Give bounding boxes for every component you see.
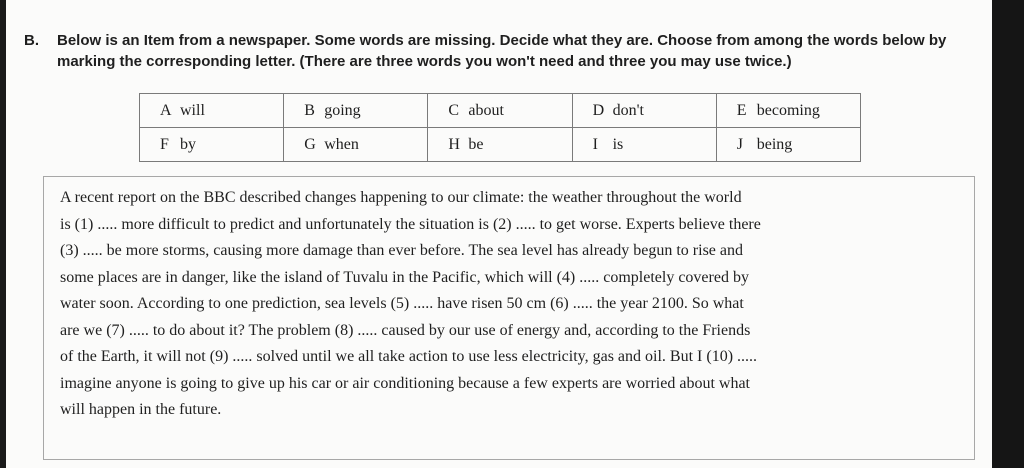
passage-line: of the Earth, it will not (9) ..... solved until we all take action to use less electricity, gas and oil. But I (10) ..... [60,348,758,365]
task-number: B. [24,32,39,49]
word-choice-cell [572,94,716,128]
word-choice-row [140,94,861,128]
word-choice-cell [284,94,428,128]
word-choice-cell [140,94,284,128]
choice-letter: I [592,135,598,153]
choice-letter: A [160,101,172,119]
choice-letter: H [448,135,460,153]
passage-line: (3) ..... be more storms, causing more damage than ever before. The sea level has already begun to rise and [60,242,744,259]
choice-letter: C [448,101,460,119]
passage-line: are we (7) ..... to do about it? The problem (8) ..... caused by our use of energy and, according to the Friends [60,321,751,339]
choice-word: don't [612,101,644,119]
word-choice-table [139,93,861,162]
task-instruction-text: Below is an Item from a newspaper. Some words are missing. Decide what they are. Choose from among the words below by marking the corresponding letter. (There are three words you won't need and three you may use twice.) [57,32,947,70]
choice-word: by [180,135,196,153]
choice-letter: J [736,135,743,153]
choice-word: be [468,135,484,153]
passage-text [60,185,960,424]
passage-line: some places are in danger, like the island of Tuvalu in the Pacific, which will (4) ..... completely covered by [60,268,749,286]
choice-word: being [756,135,793,153]
passage-line: water soon. According to one prediction, sea levels (5) ..... have risen 50 cm (6) ..... the year 2100. So what [60,295,744,312]
word-choice-cell [140,128,284,162]
choice-word: when [324,135,359,153]
passage-line: is (1) ..... more difficult to predict and unfortunately the situation is (2) ..... to get worse. Experts believe there [60,215,761,233]
choice-word: going [324,101,361,119]
word-choice-cell [572,128,716,162]
passage-box [43,176,975,460]
choice-word: will [180,101,205,119]
passage-line: A recent report on the BBC described changes happening to our climate: the weather throughout the world [60,189,742,206]
choice-word: becoming [756,101,820,119]
choice-word: about [468,101,504,119]
word-choice-row [140,128,861,162]
passage-line: imagine anyone is going to give up his car or air conditioning because a few experts are worried about what [60,374,750,392]
photo-right-edge [992,0,1024,468]
photo-left-edge [0,0,6,468]
choice-letter: F [160,135,169,153]
choice-word: is [612,135,624,153]
word-choice-cell [284,128,428,162]
choice-letter: E [736,101,747,119]
word-choice-cell [716,94,860,128]
word-choice-cell [428,94,572,128]
word-choice-cell [716,128,860,162]
choice-letter: G [304,135,316,153]
passage-line: will happen in the future. [60,401,222,418]
choice-letter: B [304,101,315,119]
word-choice-cell [428,128,572,162]
choice-letter: D [592,101,605,119]
